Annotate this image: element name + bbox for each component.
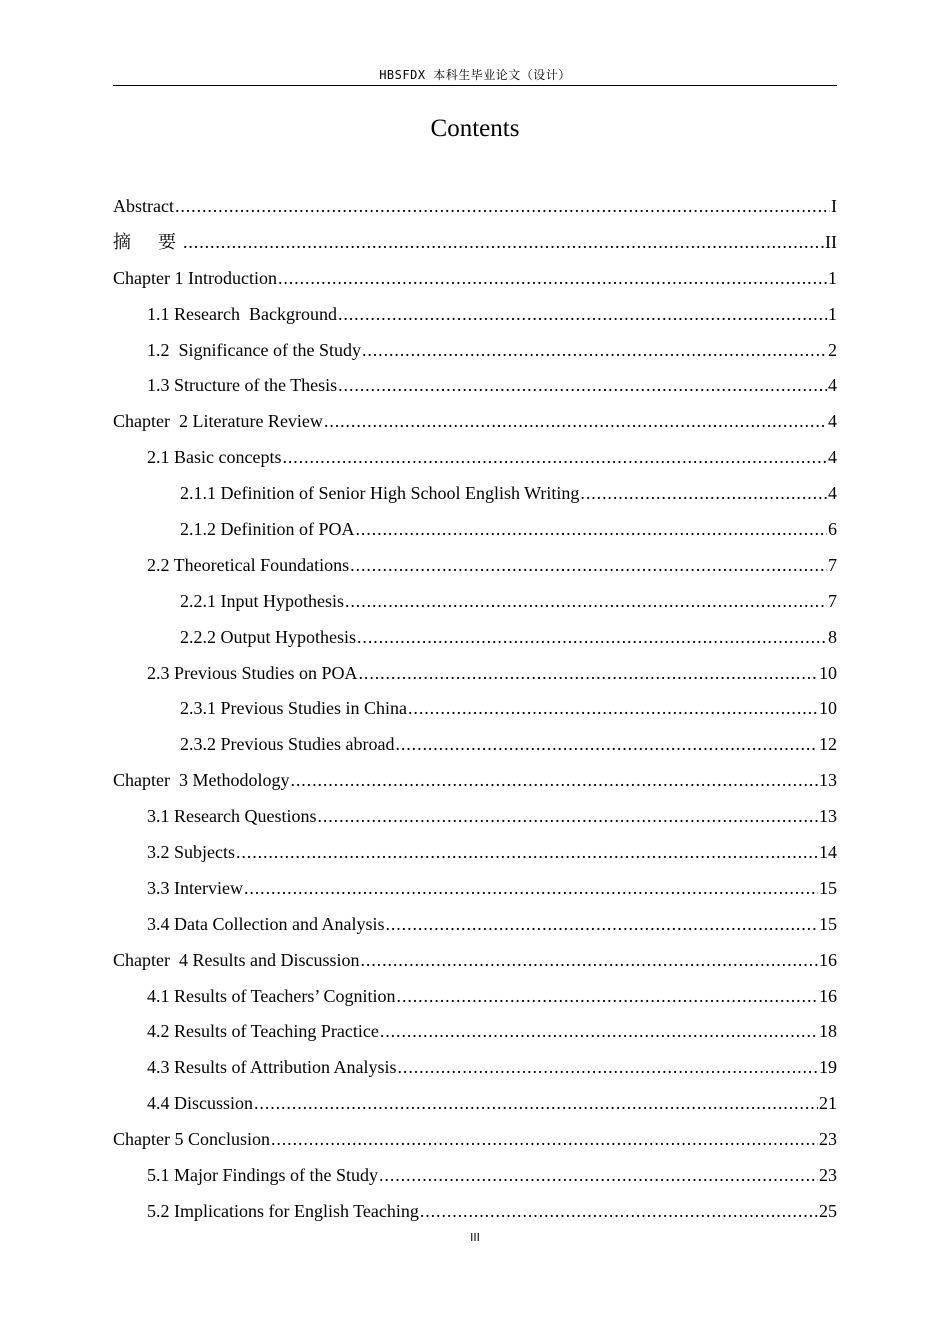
toc-entry-page: 4 <box>828 483 837 504</box>
toc-entry-page: 10 <box>819 698 837 719</box>
toc-entry-label: 3.4 Data Collection and Analysis <box>147 913 385 934</box>
toc-entry-label: Chapter 3 Methodology <box>113 770 290 791</box>
toc-entry-label: 4.3 Results of Attribution Analysis <box>147 1057 397 1078</box>
toc-entry-label: 2.1 Basic concepts <box>147 447 282 468</box>
toc-dot-leader <box>580 478 827 508</box>
toc-entry-label: 2.1.2 Definition of POA <box>180 519 355 540</box>
toc-dot-leader <box>282 442 827 472</box>
toc-entry[interactable] <box>113 1052 837 1088</box>
toc-dot-leader <box>408 693 818 723</box>
toc-dot-leader <box>420 1196 818 1226</box>
toc-dot-leader <box>362 335 827 365</box>
page-title: Contents <box>430 115 520 142</box>
toc-entry-page: 2 <box>828 339 837 360</box>
toc-entry-label: 3.1 Research Questions <box>147 806 317 827</box>
toc-dot-leader <box>380 1016 818 1046</box>
header-rule <box>113 85 837 86</box>
toc-entry-page: 23 <box>819 1165 837 1186</box>
toc-entry-label: 2.3 Previous Studies on POA <box>147 662 358 683</box>
toc-entry-label: 5.2 Implications for English Teaching <box>147 1200 419 1221</box>
toc-entry-page: 16 <box>819 985 837 1006</box>
toc-entry-page: 7 <box>828 554 837 575</box>
toc-entry-label: Chapter 2 Literature Review <box>113 411 323 432</box>
toc-entry[interactable] <box>113 873 837 909</box>
toc-entry[interactable] <box>113 658 837 694</box>
toc-dot-leader <box>359 658 818 688</box>
toc-entry-page: 14 <box>819 842 837 863</box>
toc-entry-page: 19 <box>819 1057 837 1078</box>
toc-entry[interactable] <box>113 909 837 945</box>
toc-entry-label: Chapter 5 Conclusion <box>113 1129 270 1150</box>
toc-entry-page: 15 <box>819 913 837 934</box>
toc-entry-label: 1.2 Significance of the Study <box>147 339 361 360</box>
toc-entry-page: 21 <box>819 1093 837 1114</box>
toc-entry[interactable] <box>113 514 837 550</box>
toc-entry[interactable] <box>113 945 837 981</box>
toc-dot-leader <box>254 1088 818 1118</box>
page-number: III <box>470 1231 480 1244</box>
toc-dot-leader <box>357 622 827 652</box>
toc-entry[interactable] <box>113 263 837 299</box>
toc-entry-label: Chapter 4 Results and Discussion <box>113 949 360 970</box>
toc-entry[interactable] <box>113 299 837 335</box>
toc-dot-leader <box>271 1124 818 1154</box>
toc-dot-leader <box>360 945 818 975</box>
toc-dot-leader <box>183 227 824 257</box>
toc-dot-leader <box>395 729 818 759</box>
toc-entry-page: 13 <box>819 770 837 791</box>
toc-dot-leader <box>379 1160 818 1190</box>
toc-dot-leader <box>350 550 827 580</box>
toc-dot-leader <box>236 837 818 867</box>
toc-entry-page: 10 <box>819 662 837 683</box>
toc-entry-page: 7 <box>828 590 837 611</box>
toc-entry[interactable] <box>113 837 837 873</box>
toc-entry-page: 6 <box>828 519 837 540</box>
toc-entry-label: 5.1 Major Findings of the Study <box>147 1165 379 1186</box>
toc-entry[interactable] <box>113 1196 837 1232</box>
toc-entry[interactable] <box>113 765 837 801</box>
toc-entry-page: 1 <box>828 267 837 288</box>
toc-entry[interactable] <box>113 478 837 514</box>
toc-entry-page: 23 <box>819 1129 837 1150</box>
toc-dot-leader <box>290 765 818 795</box>
toc-entry-label: 4.2 Results of Teaching Practice <box>147 1021 379 1042</box>
toc-entry[interactable] <box>113 1016 837 1052</box>
toc-entry-page: 4 <box>828 411 837 432</box>
toc-dot-leader <box>338 370 827 400</box>
toc-entry-label: 1.3 Structure of the Thesis <box>147 375 338 396</box>
toc-entry[interactable] <box>113 335 837 371</box>
toc-entry[interactable] <box>113 227 837 263</box>
toc-entry-label: 2.3.2 Previous Studies abroad <box>180 734 395 755</box>
toc-entry[interactable] <box>113 442 837 478</box>
toc-dot-leader <box>244 873 818 903</box>
toc-entry-page: 18 <box>819 1021 837 1042</box>
toc-entry-label: 2.2 Theoretical Foundations <box>147 554 350 575</box>
toc-entry-label: 2.2.1 Input Hypothesis <box>180 590 344 611</box>
table-of-contents <box>113 191 837 1232</box>
toc-entry[interactable] <box>113 370 837 406</box>
toc-entry-page: 12 <box>819 734 837 755</box>
toc-entry-label: 3.2 Subjects <box>147 842 235 863</box>
toc-entry-label: 4.1 Results of Teachers’ Cognition <box>147 985 396 1006</box>
toc-dot-leader <box>175 191 830 221</box>
toc-entry-label: Abstract <box>113 196 174 216</box>
toc-entry[interactable] <box>113 550 837 586</box>
toc-entry[interactable] <box>113 729 837 765</box>
toc-entry[interactable] <box>113 693 837 729</box>
toc-entry-label: Chapter 1 Introduction <box>113 267 277 288</box>
toc-entry[interactable] <box>113 406 837 442</box>
toc-entry-label: 3.3 Interview <box>147 877 243 898</box>
toc-dot-leader <box>338 299 827 329</box>
toc-entry[interactable] <box>113 1160 837 1196</box>
toc-entry-page: II <box>825 231 837 252</box>
toc-entry[interactable] <box>113 622 837 658</box>
toc-entry-page: 4 <box>828 447 837 468</box>
toc-dot-leader <box>385 909 818 939</box>
toc-dot-leader <box>398 1052 818 1082</box>
toc-entry-label: 4.4 Discussion <box>147 1093 254 1114</box>
toc-entry-page: 4 <box>828 375 837 396</box>
toc-entry[interactable] <box>113 1124 837 1160</box>
toc-entry-page: 1 <box>828 303 837 324</box>
toc-dot-leader <box>345 586 827 616</box>
toc-entry[interactable] <box>113 586 837 622</box>
toc-entry-page: 16 <box>819 949 837 970</box>
toc-entry[interactable] <box>113 1088 837 1124</box>
toc-entry[interactable] <box>113 191 837 227</box>
toc-dot-leader <box>317 801 818 831</box>
toc-entry-label: 摘 要 <box>113 231 182 252</box>
toc-dot-leader <box>397 981 818 1011</box>
running-header: HBSFDX 本科生毕业论文（设计） <box>379 68 571 82</box>
toc-entry-label: 2.3.1 Previous Studies in China <box>180 698 408 719</box>
toc-entry[interactable] <box>113 801 837 837</box>
toc-entry-label: 1.1 Research Background <box>147 303 337 324</box>
toc-entry-page: 13 <box>819 806 837 827</box>
toc-entry-page: I <box>831 196 837 216</box>
toc-entry-page: 25 <box>819 1200 837 1221</box>
toc-entry-label: 2.1.1 Definition of Senior High School English Writing <box>180 483 580 504</box>
toc-dot-leader <box>356 514 828 544</box>
toc-entry-page: 15 <box>819 877 837 898</box>
toc-entry[interactable] <box>113 981 837 1017</box>
toc-entry-page: 8 <box>828 626 837 647</box>
toc-dot-leader <box>278 263 827 293</box>
toc-entry-label: 2.2.2 Output Hypothesis <box>180 626 357 647</box>
toc-dot-leader <box>324 406 827 436</box>
